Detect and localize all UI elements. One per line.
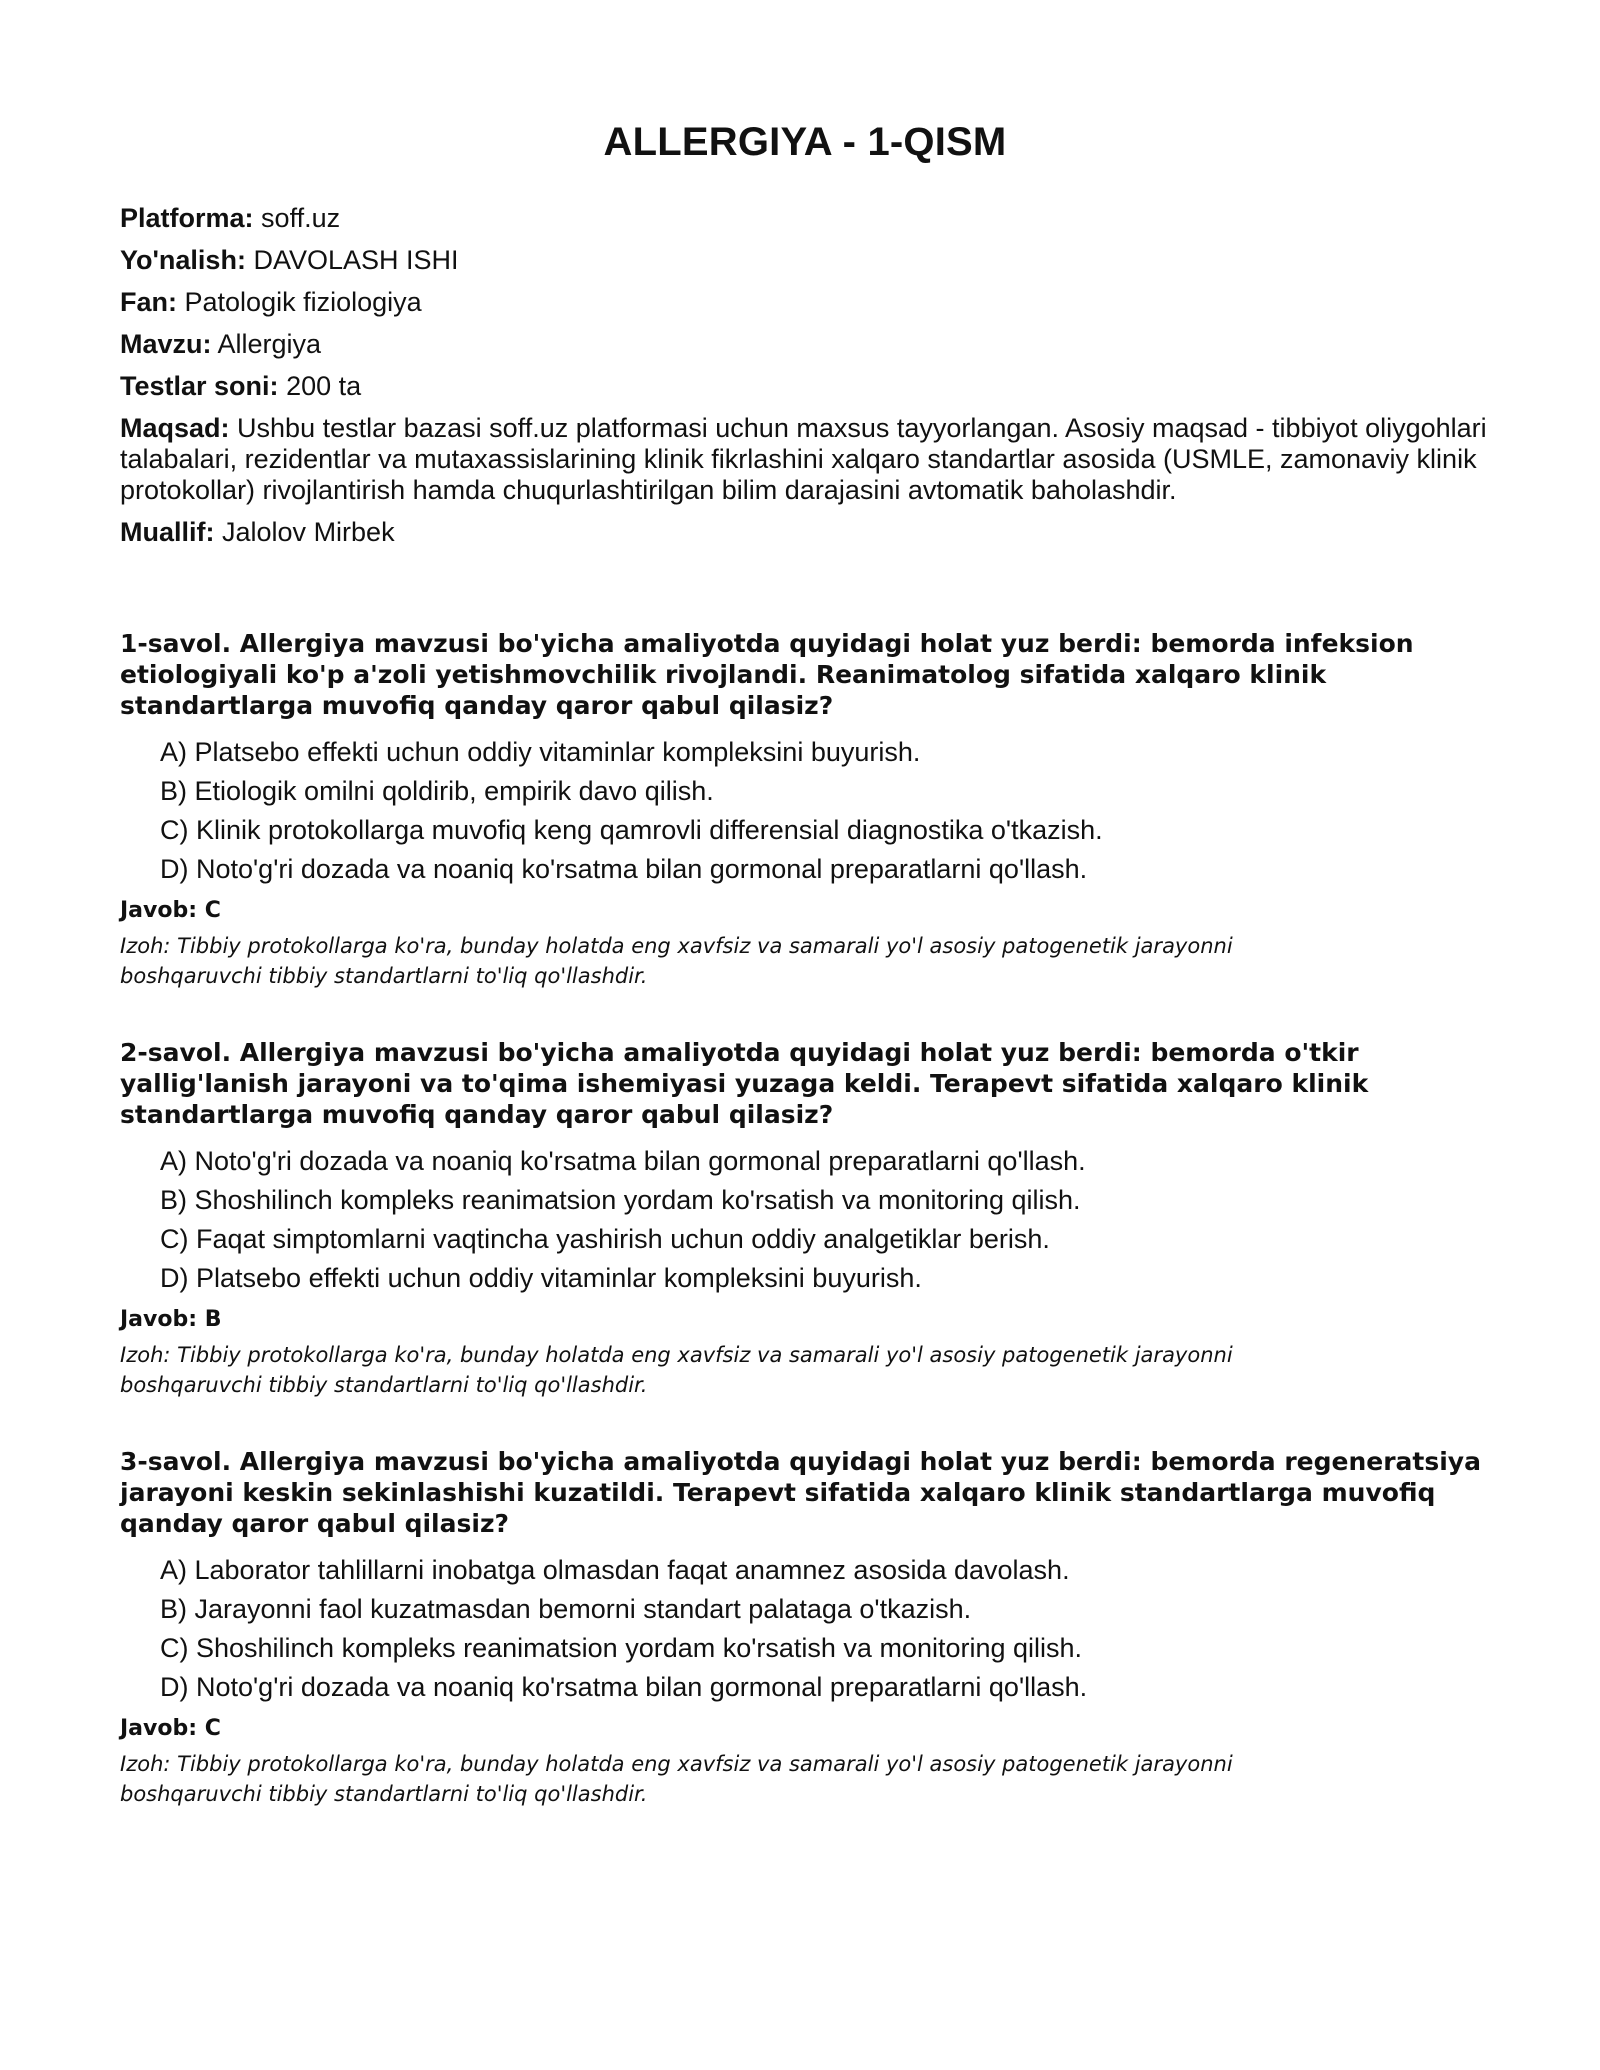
meta-subject-value: Patologik fiziologiya — [184, 287, 422, 317]
question-text: 3-savol. Allergiya mavzusi bo'yicha amaliyotda quyidagi holat yuz berdi: bemorda regeneratsiya jarayoni keskin sekinlashishi kuzatildi. Terapevt sifatida xalqaro klinik standartlarga muvofiq qanday qaror qabul qilasiz? — [120, 1447, 1481, 1538]
question-1 — [120, 628, 1490, 991]
meta-purpose — [120, 413, 1490, 506]
question-text: 1-savol. Allergiya mavzusi bo'yicha amaliyotda quyidagi holat yuz berdi: bemorda infeksion etiologiyali ko'p a'zoli yetishmovchilik rivojlandi. Reanimatolog sifatida xalqaro klinik standartlarga muvofiq qanday qaror qabul qilasiz? — [120, 629, 1414, 720]
meta-topic-value: Allergiya — [217, 329, 322, 359]
answer: Javob: C — [120, 1716, 221, 1741]
option-b: B) Etiologik omilni qoldirib, empirik davo qilish. — [160, 776, 714, 806]
meta-platform-label: Platforma: — [120, 203, 254, 233]
option-c: C) Faqat simptomlarni vaqtincha yashirish uchun oddiy analgetiklar berish. — [160, 1224, 1050, 1254]
meta-author-value: Jalolov Mirbek — [222, 517, 395, 547]
document-page — [120, 120, 1490, 1809]
option-c: C) Shoshilinch kompleks reanimatsion yordam ko'rsatish va monitoring qilish. — [160, 1633, 1083, 1663]
meta-tests-value: 200 ta — [286, 371, 362, 401]
meta-topic-label: Mavzu: — [120, 329, 212, 359]
explanation-note: Izoh: Tibbiy protokollarga ko'ra, bunday holatda eng xavfsiz va samarali yo'l asosiy patogenetik jarayonni boshqaruvchi tibbiy standartlarni to'liq qo'llashdir. — [120, 1752, 1233, 1806]
explanation-note: Izoh: Tibbiy protokollarga ko'ra, bunday holatda eng xavfsiz va samarali yo'l asosiy patogenetik jarayonni boshqaruvchi tibbiy standartlarni to'liq qo'llashdir. — [120, 1343, 1233, 1397]
option-d: D) Noto'g'ri dozada va noaniq ko'rsatma bilan gormonal preparatlarni qo'llash. — [160, 1672, 1088, 1702]
option-list — [160, 737, 1490, 885]
meta-topic — [120, 329, 1490, 360]
meta-tests-label: Testlar soni: — [120, 371, 279, 401]
option-list — [160, 1146, 1490, 1294]
meta-platform-value: soff.uz — [261, 203, 341, 233]
explanation-note: Izoh: Tibbiy protokollarga ko'ra, bunday holatda eng xavfsiz va samarali yo'l asosiy patogenetik jarayonni boshqaruvchi tibbiy standartlarni to'liq qo'llashdir. — [120, 934, 1233, 988]
question-2 — [120, 1037, 1490, 1400]
option-b: B) Jarayonni faol kuzatmasdan bemorni standart palataga o'tkazish. — [160, 1594, 972, 1624]
meta-subject-label: Fan: — [120, 287, 177, 317]
metadata-section — [120, 203, 1490, 548]
meta-subject — [120, 287, 1490, 318]
meta-author — [120, 517, 1490, 548]
option-a: A) Platsebo effekti uchun oddiy vitaminlar kompleksini buyurish. — [160, 737, 921, 767]
answer: Javob: B — [120, 1307, 222, 1332]
meta-direction-value: DAVOLASH ISHI — [253, 245, 459, 275]
meta-purpose-label: Maqsad: — [120, 413, 230, 443]
option-d: D) Platsebo effekti uchun oddiy vitaminlar kompleksini buyurish. — [160, 1263, 922, 1293]
option-c: C) Klinik protokollarga muvofiq keng qamrovli differensial diagnostika o'tkazish. — [160, 815, 1103, 845]
answer: Javob: C — [120, 898, 221, 923]
meta-purpose-value: Ushbu testlar bazasi soff.uz platformasi uchun maxsus tayyorlangan. Asosiy maqsad - tibbiyot oliygohlari talabalari, rezidentlar va mutaxassislarining klinik fikrlashini xalqaro standartlar asosida (USMLE, zamonaviy klinik protokollar) rivojlantirish hamda chuqurlashtirilgan bilim darajasini avtomatik baholashdir. — [120, 413, 1487, 505]
option-a: A) Laborator tahlillarni inobatga olmasdan faqat anamnez asosida davolash. — [160, 1555, 1070, 1585]
question-text: 2-savol. Allergiya mavzusi bo'yicha amaliyotda quyidagi holat yuz berdi: bemorda o'tkir yallig'lanish jarayoni va to'qima ishemiyasi yuzaga keldi. Terapevt sifatida xalqaro klinik standartlarga muvofiq qanday qaror qabul qilasiz? — [120, 1038, 1369, 1129]
meta-platform — [120, 203, 1490, 234]
meta-direction-label: Yo'nalish: — [120, 245, 246, 275]
option-d: D) Noto'g'ri dozada va noaniq ko'rsatma bilan gormonal preparatlarni qo'llash. — [160, 854, 1088, 884]
meta-direction — [120, 245, 1490, 276]
option-list — [160, 1555, 1490, 1703]
page-title: ALLERGIYA - 1-QISM — [603, 120, 1007, 164]
meta-author-label: Muallif: — [120, 517, 215, 547]
question-3 — [120, 1446, 1490, 1809]
option-b: B) Shoshilinch kompleks reanimatsion yordam ko'rsatish va monitoring qilish. — [160, 1185, 1081, 1215]
meta-tests-count — [120, 371, 1490, 402]
option-a: A) Noto'g'ri dozada va noaniq ko'rsatma bilan gormonal preparatlarni qo'llash. — [160, 1146, 1086, 1176]
